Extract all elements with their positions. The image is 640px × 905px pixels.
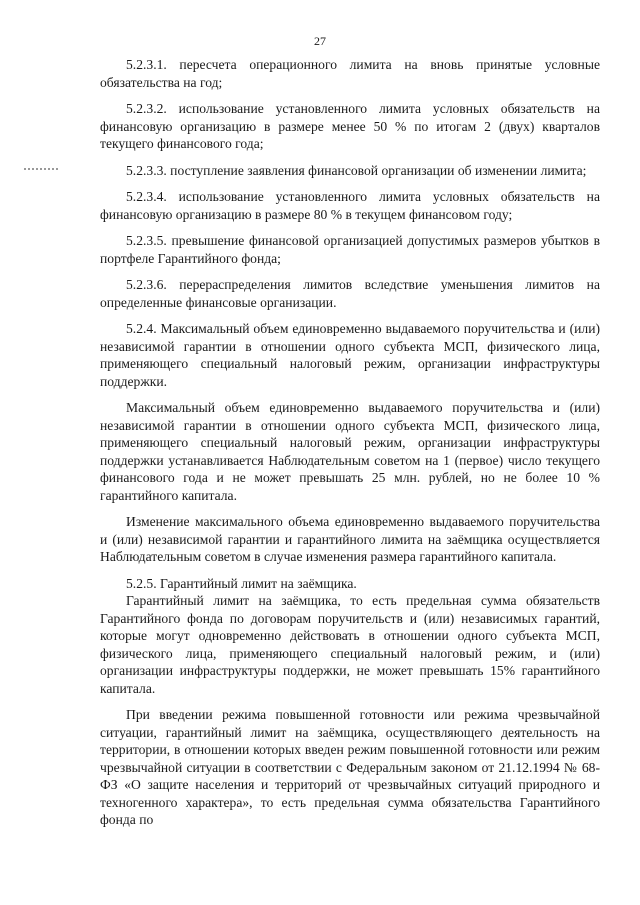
paragraph-max-volume: Максимальный объем единовременно выдаваемого поручительства и (или) независимой гарантии в отношении одного субъекта МСП, физического лица, применяющего специальный налоговый режим, организации инфраструктуры поддержки устанавливается Наблюдательным советом на 1 (первое) число текущего финансового года и не может превышать 25 млн. рублей, но не более 10 % гарантийного капитала.: [100, 400, 600, 503]
paragraph-5-2-3-6: 5.2.3.6. перераспределения лимитов вследствие уменьшения лимитов на определенные финансовые организации.: [100, 277, 600, 310]
paragraph-5-2-3-1: 5.2.3.1. пересчета операционного лимита на вновь принятые условные обязательства на год;: [100, 57, 600, 90]
margin-scan-mark: [24, 168, 60, 170]
paragraph-5-2-3-5: 5.2.3.5. превышение финансовой организацией допустимых размеров убытков в портфеле Гарантийного фонда;: [100, 233, 600, 266]
paragraph-5-2-4: 5.2.4. Максимальный объем единовременно выдаваемого поручительства и (или) независимой гарантии в отношении одного субъекта МСП, физического лица, применяющего специальный налоговый режим, организации инфраструктуры поддержки.: [100, 321, 600, 389]
page-number: 27: [314, 34, 326, 48]
paragraph-5-2-5-heading: 5.2.5. Гарантийный лимит на заёмщика.: [126, 575, 357, 591]
paragraph-5-2-3-2: 5.2.3.2. использование установленного лимита условных обязательств на финансовую организацию в размере менее 50 % по итогам 2 (двух) кварталов текущего финансового года;: [100, 101, 600, 151]
paragraph-emergency-regime: При введении режима повышенной готовности или режима чрезвычайной ситуации, гарантийный лимит на заёмщика, осуществляющего деятельность на территории, в отношении которых введен режим повышенной готовности или режим чрезвычайной ситуации в соответствии с Федеральным законом от 21.12.1994 № 68-ФЗ «О защите населения и территорий от чрезвычайных ситуаций природного и техногенного характера», то есть предельная сумма обязательства Гарантийного фонда по: [100, 707, 600, 827]
document-body: [100, 56, 600, 829]
paragraph-guarantee-limit: Гарантийный лимит на заёмщика, то есть предельная сумма обязательств Гарантийного фонда по договорам поручительств и (или) независимых гарантий, которые могут одновременно действовать в отношении одного субъекта МСП, физического лица, применяющего специальный налоговый режим, и (или) организации инфраструктуры поддержки, не может превышать 15% гарантийного капитала.: [100, 593, 600, 696]
paragraph-5-2-3-4: 5.2.3.4. использование установленного лимита условных обязательств на финансовую организацию в размере 80 % в текущем финансовом году;: [100, 189, 600, 222]
paragraph-5-2-3-3: 5.2.3.3. поступление заявления финансовой организации об изменении лимита;: [126, 162, 587, 178]
paragraph-volume-change: Изменение максимального объема единовременно выдаваемого поручительства и (или) независимой гарантии и гарантийного лимита на заёмщика осуществляется Наблюдательным советом в случае изменения размера гарантийного капитала.: [100, 514, 600, 564]
